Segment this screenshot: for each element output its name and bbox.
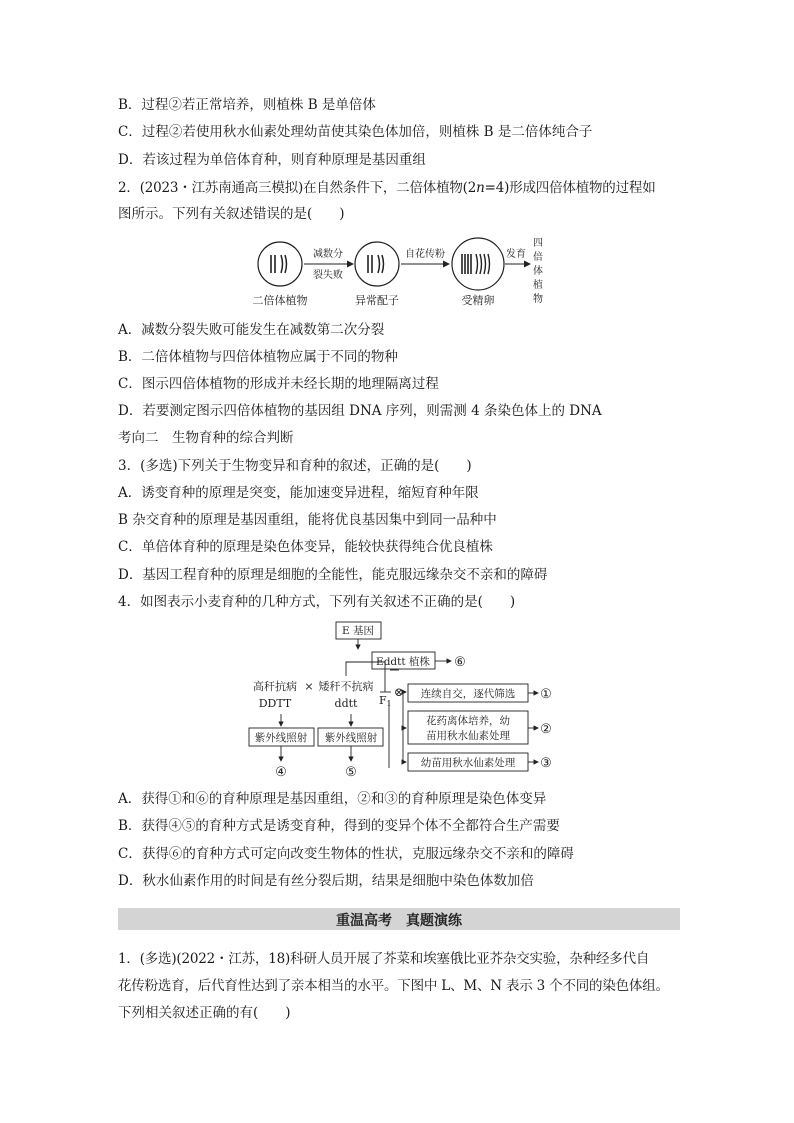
question-1-stem: 1．(多选)(2022・江苏，18)科研人员开展了芥菜和埃塞俄比亚芥杂交实验，杂种经多代自 bbox=[118, 951, 650, 967]
selfing-symbol: ⊗ bbox=[393, 685, 405, 699]
output-6: ⑥ bbox=[454, 655, 466, 670]
wheat-breeding-diagram bbox=[245, 618, 560, 782]
option-d-q3: D．基因工程育种的原理是细胞的全能性，能克服远缘杂交不亲和的障碍 bbox=[118, 567, 548, 583]
option-c-q2: C．图示四倍体植物的形成并未经长期的地理隔离过程 bbox=[118, 376, 439, 392]
parent2-name: 矮秆不抗病 bbox=[318, 680, 374, 693]
e-gene-label: E 基因 bbox=[341, 625, 375, 637]
f1-label: F1 bbox=[378, 694, 392, 708]
option-a-q3: A．诱变育种的原理是突变，能加速变异进程，缩短育种年限 bbox=[118, 485, 479, 501]
uv-label-2: 紫外线照射 bbox=[324, 732, 378, 744]
gamete-cell bbox=[355, 242, 399, 286]
output-3: ③ bbox=[540, 756, 552, 771]
parent1-genotype: DDTT bbox=[258, 697, 292, 710]
question-3-stem: 3．(多选)下列关于生物变异和育种的叙述，正确的是( ) bbox=[118, 458, 472, 474]
question-2-stem-cont: 图所示。下列有关叙述错误的是( ) bbox=[118, 206, 345, 222]
section-banner bbox=[118, 908, 680, 930]
eddtt-label: Eddtt 植株 bbox=[376, 656, 430, 668]
section-heading: 考向二 生物育种的综合判断 bbox=[118, 430, 294, 446]
label-zygote: 受精卵 bbox=[461, 294, 495, 307]
diploid-cell bbox=[258, 242, 302, 286]
option-a-q4: A．获得①和⑥的育种原理是基因重组，②和③的育种原理是染色体变异 bbox=[118, 791, 547, 807]
question-4-stem: 4．如图表示小麦育种的几种方式，下列有关叙述不正确的是( ) bbox=[118, 594, 516, 610]
parent2-genotype: ddtt bbox=[334, 697, 358, 710]
tetraploid-char: 植 bbox=[533, 280, 543, 291]
zygote-cell bbox=[452, 238, 504, 290]
cross-sign: × bbox=[304, 680, 314, 693]
tetraploid-char: 体 bbox=[533, 266, 543, 277]
option-a-q2: A．减数分裂失败可能发生在减数第二次分裂 bbox=[118, 322, 385, 338]
option-d-q1: D．若该过程为单倍体育种，则育种原理是基因重组 bbox=[118, 152, 426, 168]
tetraploid-char: 四 bbox=[533, 238, 543, 249]
anther-culture-label-1: 花药离体培养，幼 bbox=[426, 715, 510, 727]
colchicine-label: 幼苗用秋水仙素处理 bbox=[420, 757, 516, 769]
question-1-stem-end: 下列相关叙述正确的有( ) bbox=[118, 1005, 291, 1021]
question-1-stem-cont: 花传粉选育，后代育性达到了亲本相当的水平。下图中 L、M、N 表示 3 个不同的染色体组。 bbox=[118, 978, 669, 994]
option-b-q2: B．二倍体植物与四倍体植物应属于不同的物种 bbox=[118, 349, 398, 365]
label-meiosis-fail-1: 减数分 bbox=[313, 249, 343, 260]
option-c-q4: C．获得⑥的育种方式可定向改变生物体的性状，克服远缘杂交不亲和的障碍 bbox=[118, 846, 574, 862]
output-2: ② bbox=[540, 722, 552, 737]
option-c-q3: C．单倍体育种的原理是染色体变异，能较快获得纯合优良植株 bbox=[118, 539, 493, 555]
polyploid-diagram bbox=[240, 234, 560, 314]
label-gamete: 异常配子 bbox=[355, 294, 399, 307]
option-d-q2: D．若要测定图示四倍体植物的基因组 DNA 序列，则需测 4 条染色体上的 DNA bbox=[118, 403, 602, 419]
anther-culture-label-2: 苗用秋水仙素处理 bbox=[426, 730, 510, 742]
output-1: ① bbox=[540, 687, 552, 702]
option-b-q3: B 杂交育种的原理是基因重组，能将优良基因集中到同一品种中 bbox=[118, 512, 497, 528]
question-2-stem: 2．(2023・江苏南通高三模拟)在自然条件下，二倍体植物(2n=4)形成四倍体植物的过程如 bbox=[118, 180, 656, 196]
option-c-q1: C．过程②若使用秋水仙素处理幼苗使其染色体加倍，则植株 B 是二倍体纯合子 bbox=[118, 124, 593, 140]
selfing-label: 连续自交，逐代筛选 bbox=[420, 688, 516, 700]
option-b-q1: B．过程②若正常培养，则植株 B 是单倍体 bbox=[118, 97, 376, 113]
output-5: ⑤ bbox=[345, 765, 357, 780]
option-b-q4: B．获得④⑤的育种方式是诱变育种，得到的变异个体不全都符合生产需要 bbox=[118, 818, 560, 834]
section-banner-title: 重温高考 真题演练 bbox=[336, 913, 462, 929]
tetraploid-char: 倍 bbox=[533, 252, 543, 263]
uv-label-1: 紫外线照射 bbox=[254, 732, 308, 744]
label-self-pollination: 自花传粉 bbox=[405, 249, 445, 260]
option-d-q4: D．秋水仙素作用的时间是有丝分裂后期，结果是细胞中染色体数加倍 bbox=[118, 873, 534, 889]
parent1-name: 高秆抗病 bbox=[253, 680, 297, 693]
label-diploid: 二倍体植物 bbox=[252, 294, 308, 307]
label-meiosis-fail-2: 裂失败 bbox=[313, 270, 343, 281]
output-4: ④ bbox=[275, 765, 287, 780]
tetraploid-char: 物 bbox=[533, 294, 543, 305]
label-develop: 发育 bbox=[506, 249, 526, 260]
